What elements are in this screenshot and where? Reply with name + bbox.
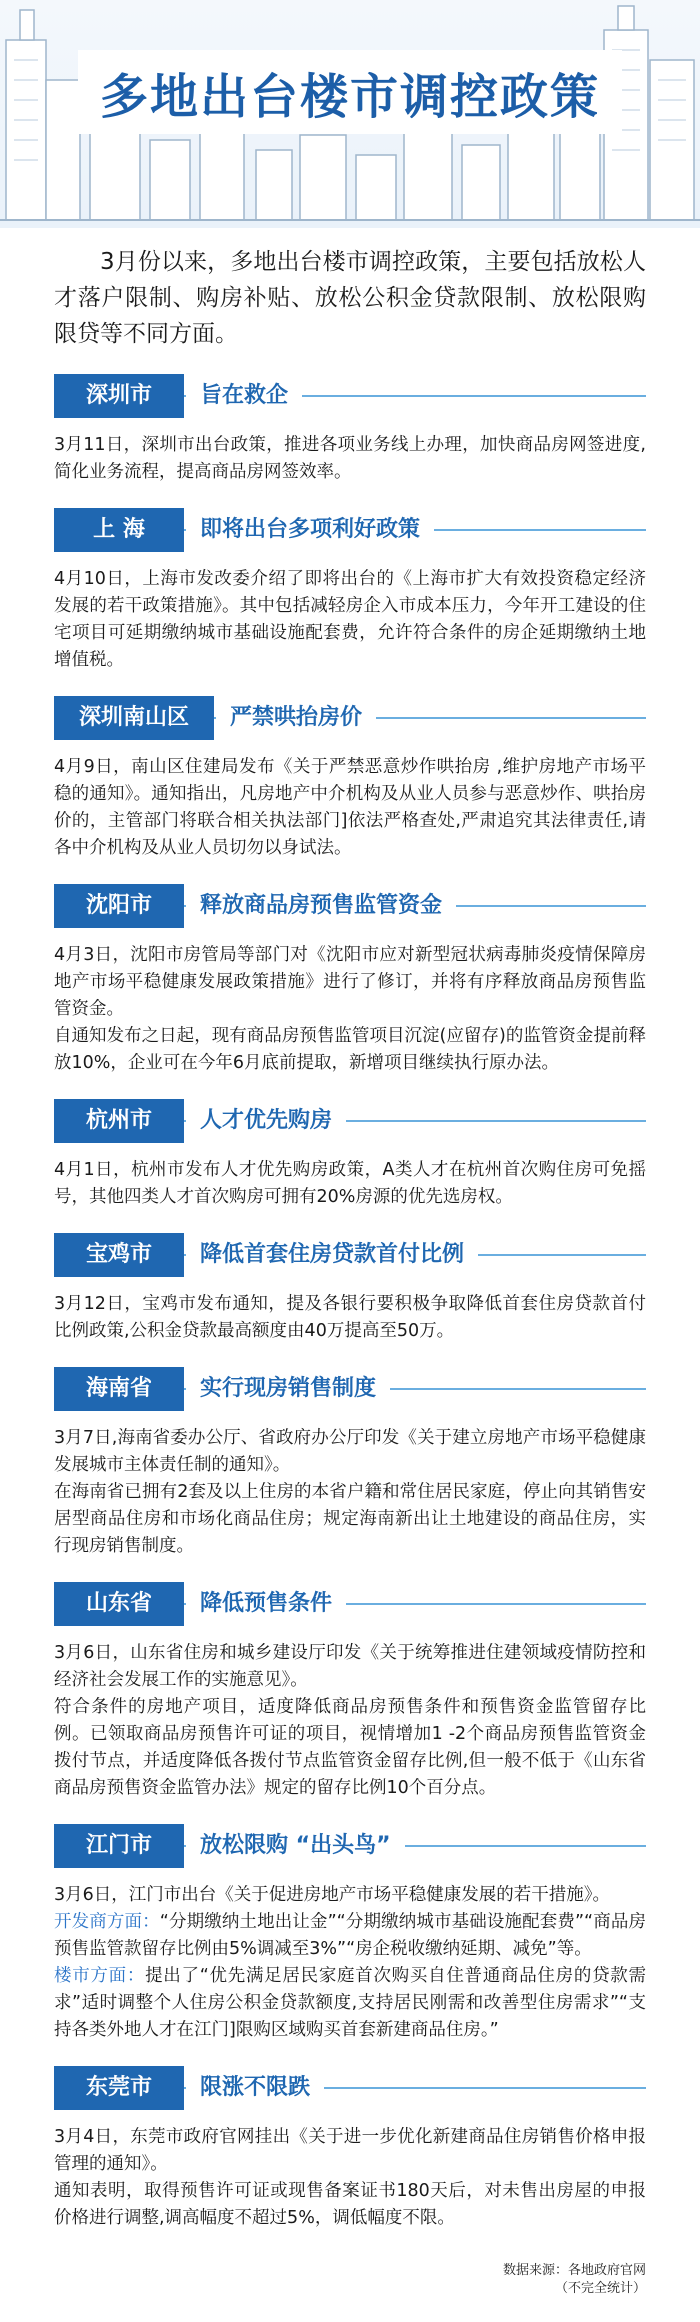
header-banner [0, 0, 700, 228]
section-body [54, 1157, 646, 1211]
policy-heading: 降低首套住房贷款首付比例 [186, 1233, 478, 1277]
source-note [503, 2262, 646, 2298]
policy-heading: 旨在救企 [186, 374, 302, 418]
intro-paragraph: 3月份以来，多地出台楼市调控政策，主要包括放松人才落户限制、购房补贴、放松公积金贷款限制、放松限购限贷等不同方面。 [54, 249, 646, 347]
policy-section [0, 1582, 700, 1802]
policy-section [0, 508, 700, 674]
section-body [54, 1640, 646, 1802]
section-body [54, 1882, 646, 2044]
policy-heading: 即将出台多项利好政策 [186, 508, 434, 552]
section-body [54, 2124, 646, 2232]
labeled-paragraph [54, 1909, 646, 1963]
source-line: 数据来源：各地政府官网 [502, 2263, 646, 2278]
section-header [0, 696, 700, 740]
section-paragraph: 通知表明，取得预售许可证或现售备案证书180天后，对未售出房屋的申报价格进行调整,调高幅度不超过5%，调低幅度不限。 [54, 2181, 646, 2228]
city-badge: 深圳南山区 [54, 696, 214, 740]
city-badge: 江门市 [54, 1824, 184, 1868]
city-badge: 山东省 [54, 1582, 184, 1626]
policy-section [0, 2066, 700, 2232]
policy-heading: 限涨不限跌 [186, 2066, 324, 2110]
section-header [0, 1824, 700, 1868]
policy-section [0, 1099, 700, 1211]
section-header [0, 1099, 700, 1143]
city-badge: 海南省 [54, 1367, 184, 1411]
section-header [0, 1233, 700, 1277]
policy-section [0, 884, 700, 1077]
policy-section [0, 696, 700, 862]
city-badge: 东莞市 [54, 2066, 184, 2110]
city-badge: 杭州市 [54, 1099, 184, 1143]
section-header [0, 1367, 700, 1411]
section-header [0, 508, 700, 552]
city-badge: 深圳市 [54, 374, 184, 418]
labeled-paragraph [54, 1963, 646, 2044]
section-header [0, 884, 700, 928]
section-paragraph: 3月7日,海南省委办公厅、省政府办公厅印发《关于建立房地产市场平稳健康发展城市主体责任制的通知》。 [54, 1428, 646, 1475]
section-paragraph: 在海南省已拥有2套及以上住房的本省户籍和常住居民家庭，停止向其销售安居型商品住房和市场化商品住房；规定海南新出让土地建设的商品住房，实行现房销售制度。 [54, 1482, 646, 1556]
policy-heading: 降低预售条件 [186, 1582, 346, 1626]
policy-sections [0, 374, 700, 2232]
page-title: 多地出台楼市调控政策 [99, 69, 600, 125]
policy-heading: 严禁哄抬房价 [216, 696, 376, 740]
paragraph-text: 提出了“优先满足居民家庭首次购买自住普通商品住房的贷款需求”适时调整个人住房公积金贷款额度,支持居民刚需和改善型住房需求”“支持各类外地人才在江门]限购区域购买首套新建商品住房。” [54, 1966, 646, 2040]
policy-section [0, 1824, 700, 2044]
section-paragraph: 3月12日，宝鸡市发布通知，提及各银行要积极争取降低首套住房贷款首付比例政策,公积金贷款最高额度由40万提高至50万。 [54, 1294, 646, 1341]
section-body [54, 432, 646, 486]
section-header [0, 1582, 700, 1626]
section-paragraph: 3月6日，江门市出台《关于促进房地产市场平稳健康发展的若干措施》。 [54, 1885, 611, 1905]
section-paragraph: 4月1日，杭州市发布人才优先购房政策，A类人才在杭州首次购住房可免摇号，其他四类人才首次购房可拥有20%房源的优先选房权。 [54, 1160, 646, 1207]
policy-heading: 实行现房销售制度 [186, 1367, 390, 1411]
policy-heading: 释放商品房预售监管资金 [186, 884, 456, 928]
section-paragraph: 自通知发布之日起，现有商品房预售监管项目沉淀(应留存)的监管资金提前释放10%，企业可在今年6月底前提取，新增项目继续执行原办法。 [54, 1026, 646, 1073]
policy-heading: 人才优先购房 [186, 1099, 346, 1143]
section-body [54, 1291, 646, 1345]
section-body [54, 566, 646, 674]
city-badge: 上 海 [54, 508, 184, 552]
source-note-extra: （不完全统计） [554, 2281, 646, 2296]
section-header [0, 2066, 700, 2110]
section-body [54, 754, 646, 862]
paragraph-label: 楼市方面： [54, 1966, 146, 1986]
section-paragraph: 4月3日，沈阳市房管局等部门对《沈阳市应对新型冠状病毒肺炎疫情保障房地产市场平稳健康发展政策措施》进行了修订，并将有序释放商品房预售监管资金。 [54, 945, 646, 1019]
policy-section [0, 1367, 700, 1560]
policy-section [0, 1233, 700, 1345]
paragraph-label: 开发商方面： [54, 1912, 160, 1932]
section-paragraph: 3月4日，东莞市政府官网挂出《关于进一步优化新建商品住房销售价格申报管理的通知》。 [54, 2127, 646, 2174]
section-paragraph: 4月10日，上海市发改委介绍了即将出台的《上海市扩大有效投资稳定经济发展的若干政策措施》。其中包括减轻房企入市成本压力，今年开工建设的住宅项目可延期缴纳城市基础设施配套费，允许符合条件的房企延期缴纳土地增值税。 [54, 569, 646, 670]
section-paragraph: 3月11日，深圳市出台政策，推进各项业务线上办理，加快商品房网签进度,简化业务流程，提高商品房网签效率。 [54, 435, 646, 482]
paragraph-text: “分期缴纳土地出让金”“分期缴纳城市基础设施配套费”“商品房预售监管款留存比例由5%调减至3%”“房企税收缴纳延期、减免”等。 [54, 1912, 646, 1959]
section-paragraph: 4月9日，南山区住建局发布《关于严禁恶意炒作哄抬房 ,维护房地产市场平稳的通知》。通知指出，凡房地产中介机构及从业人员参与恶意炒作、哄抬房价的，主管部门将联合相关执法部门]依法严格查处,严肃追究其法律责任,请各中介机构及从业人员切勿以身试法。 [54, 757, 646, 858]
section-body [54, 1425, 646, 1560]
policy-section [0, 374, 700, 486]
city-badge: 沈阳市 [54, 884, 184, 928]
section-body [54, 942, 646, 1077]
section-paragraph: 符合条件的房地产项目，适度降低商品房预售条件和预售资金监管留存比例。已领取商品房预售许可证的项目，视情增加1 -2个商品房预售监管资金拨付节点，并适度降低各拨付节点监管资金留存比例,但一般不低于《山东省商品房预售资金监管办法》规定的留存比例10个百分点。 [54, 1697, 646, 1798]
section-header [0, 374, 700, 418]
section-paragraph: 3月6日，山东省住房和城乡建设厅印发《关于统筹推进住建领域疫情防控和经济社会发展工作的实施意见》。 [54, 1643, 646, 1690]
city-badge: 宝鸡市 [54, 1233, 184, 1277]
policy-heading: 放松限购 “出头鸟” [186, 1824, 405, 1868]
